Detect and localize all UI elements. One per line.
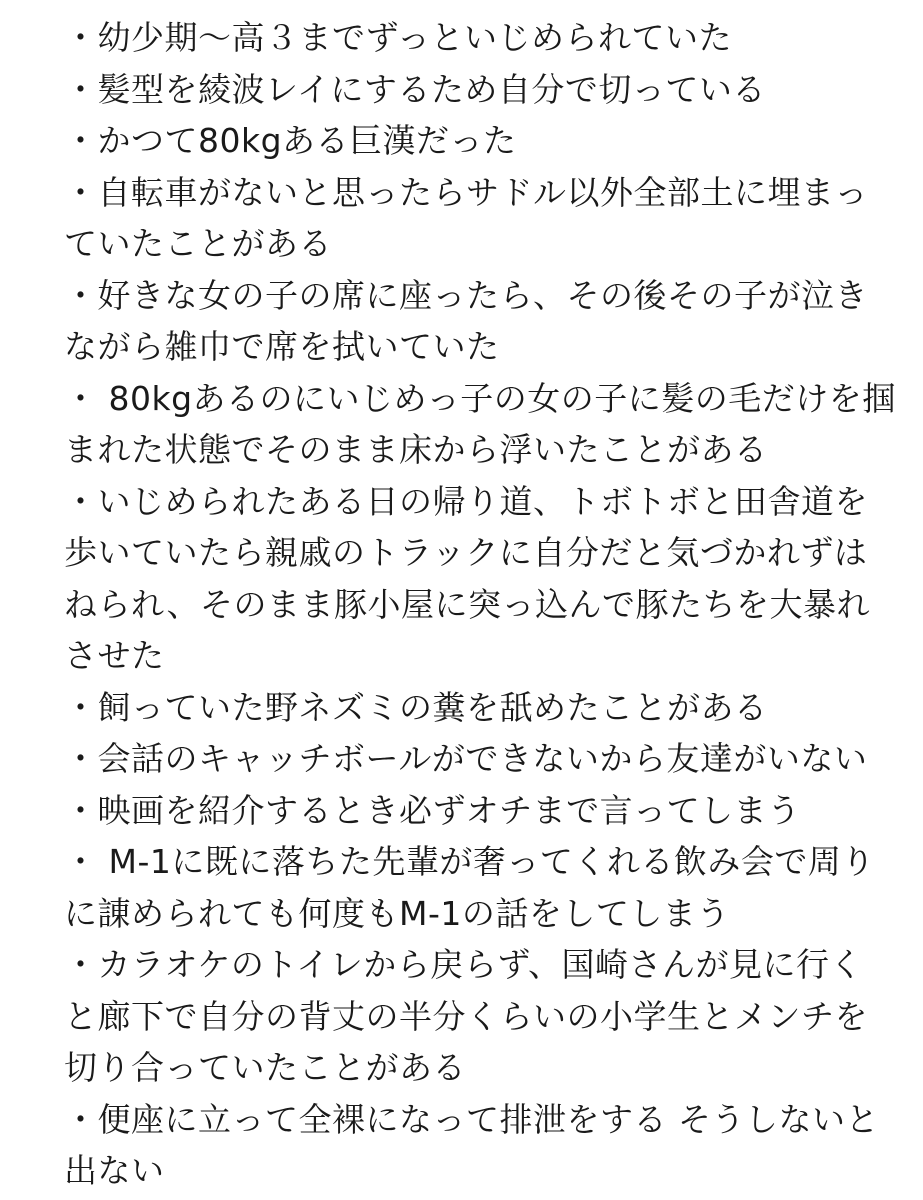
text-line: ・自転車がないと思ったらサドル以外全部土に埋まっ bbox=[64, 172, 868, 212]
text-line: ・髪型を綾波レイにするため自分で切っている bbox=[64, 69, 766, 109]
text-document bbox=[64, 12, 914, 1197]
text-line: ・ M-1に既に落ちた先輩が奢ってくれる飲み会で周り bbox=[64, 842, 875, 881]
text-line: ・ 80kgあるのにいじめっ子の女の子に髪の毛だけを掴 bbox=[64, 378, 896, 418]
text-line: 出ない bbox=[64, 1151, 165, 1190]
text-line: ・便座に立って全裸になって排泄をする そうしないと bbox=[64, 1099, 879, 1139]
text-line: に諌められても何度もM-1の話をしてしまう bbox=[64, 893, 730, 933]
text-line: ・会話のキャッチボールができないから友達がいない bbox=[64, 739, 868, 778]
text-line: ・かつて80kgある巨漢だった bbox=[64, 121, 517, 160]
text-line: ・飼っていた野ネズミの糞を舐めたことがある bbox=[64, 687, 768, 727]
text-line: ねられ、そのまま豚小屋に突っ込んで豚たちを大暴れ bbox=[64, 584, 870, 624]
text-line: ながら雑巾で席を拭いていた bbox=[64, 327, 500, 366]
text-line: 歩いていたら親戚のトラックに自分だと気づかれずは bbox=[64, 533, 868, 572]
text-line: ・いじめられたある日の帰り道、トボトボと田舎道を bbox=[64, 481, 868, 521]
text-line: まれた状態でそのまま床から浮いたことがある bbox=[64, 430, 768, 469]
text-line: ・映画を紹介するとき必ずオチまで言ってしまう bbox=[64, 790, 801, 830]
text-line: と廊下で自分の背丈の半分くらいの小学生とメンチを bbox=[64, 996, 868, 1036]
text-line: ・幼少期〜高３までずっといじめられていた bbox=[64, 18, 733, 57]
text-line: させた bbox=[64, 636, 165, 675]
text-line: ・カラオケのトイレから戻らず、国崎さんが見に行く bbox=[64, 945, 864, 984]
text-line: ・好きな女の子の席に座ったら、その後その子が泣き bbox=[64, 275, 868, 315]
text-line: 切り合っていたことがある bbox=[64, 1048, 466, 1087]
text-line: ていたことがある bbox=[64, 224, 332, 263]
